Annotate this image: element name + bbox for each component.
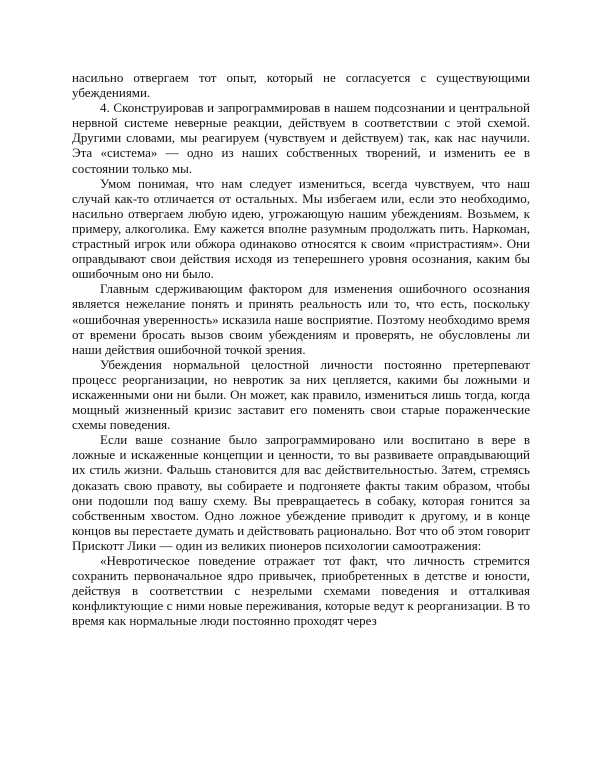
- paragraph-5: Убеждения нормальной целостной личности постоянно претерпевают процесс реорганизации, но невротик за них цепляется, какими бы ложными и искаженными они ни были. Он может, как правило, измениться лишь тогда, когда мощный жизненный кризис заставит его поменять свои старые пораженческие схемы поведения.: [72, 356, 530, 433]
- paragraph-4: Главным сдерживающим фактором для изменения ошибочного осознания является нежелание понять и принять реальность или то, что есть, поскольку «ошибочная уверенность» исказила наше восприятие. Поэтому необходимо время от времени бросать вызов своим убеждениям и проверять, не обусловлены ли наши действия ошибочной точкой зрения.: [72, 281, 530, 357]
- document-page: [72, 70, 530, 628]
- paragraph-3: Умом понимая, что нам следует измениться, всегда чувствуем, что наш случай как-то отличается от остальных. Мы избегаем или, если это необходимо, насильно отвергаем любую идею, угрожающую нашим убеждениям. Возьмем, к примеру, алкоголика. Ему кажется вполне разумным продолжать пить. Наркоман, страстный игрок или обжора одинаково относятся к своим «пристрастиям». Они оправдывают свои действия исходя из теперешнего уровня осознания, каким бы ошибочным оно ни было.: [72, 175, 530, 282]
- paragraph-2: 4. Сконструировав и запрограммировав в нашем подсознании и центральной нервной системе неверные реакции, действуем в соответствии с этой схемой. Другими словами, мы реагируем (чувствуем и действуем) так, как нас научили. Эта «система» — одно из наших собственных творений, и изменить ее в состоянии только мы.: [72, 100, 530, 176]
- paragraph-6: Если ваше сознание было запрограммировано или воспитано в вере в ложные и искаженные концепции и ценности, то вы развиваете оправдывающий их стиль жизни. Фальшь становится для вас действительностью. Затем, стремясь доказать свою правоту, вы собираете и подгоняете факты таким образом, чтобы они подошли под вашу схему. Вы превращаетесь в собаку, которая гонится за собственным хвостом. Одно ложное убеждение приводит к другому, и в конце концов вы перестаете думать и действовать рационально. Вот что об этом говорит Прискотт Лики — один из великих пионеров психологии самоотражения:: [72, 432, 530, 553]
- paragraph-1: насильно отвергаем тот опыт, который не согласуется с существующими убеждениями.: [72, 70, 530, 101]
- paragraph-7: «Невротическое поведение отражает тот факт, что личность стремится сохранить первоначальное ядро привычек, приобретенных в детстве и юности, действуя в соответствии с незрелыми схемами поведения и отталкивая конфликтующие с ними новые переживания, которые ведут к реорганизации. В то время как нормальные люди постоянно проходят через: [72, 553, 530, 629]
